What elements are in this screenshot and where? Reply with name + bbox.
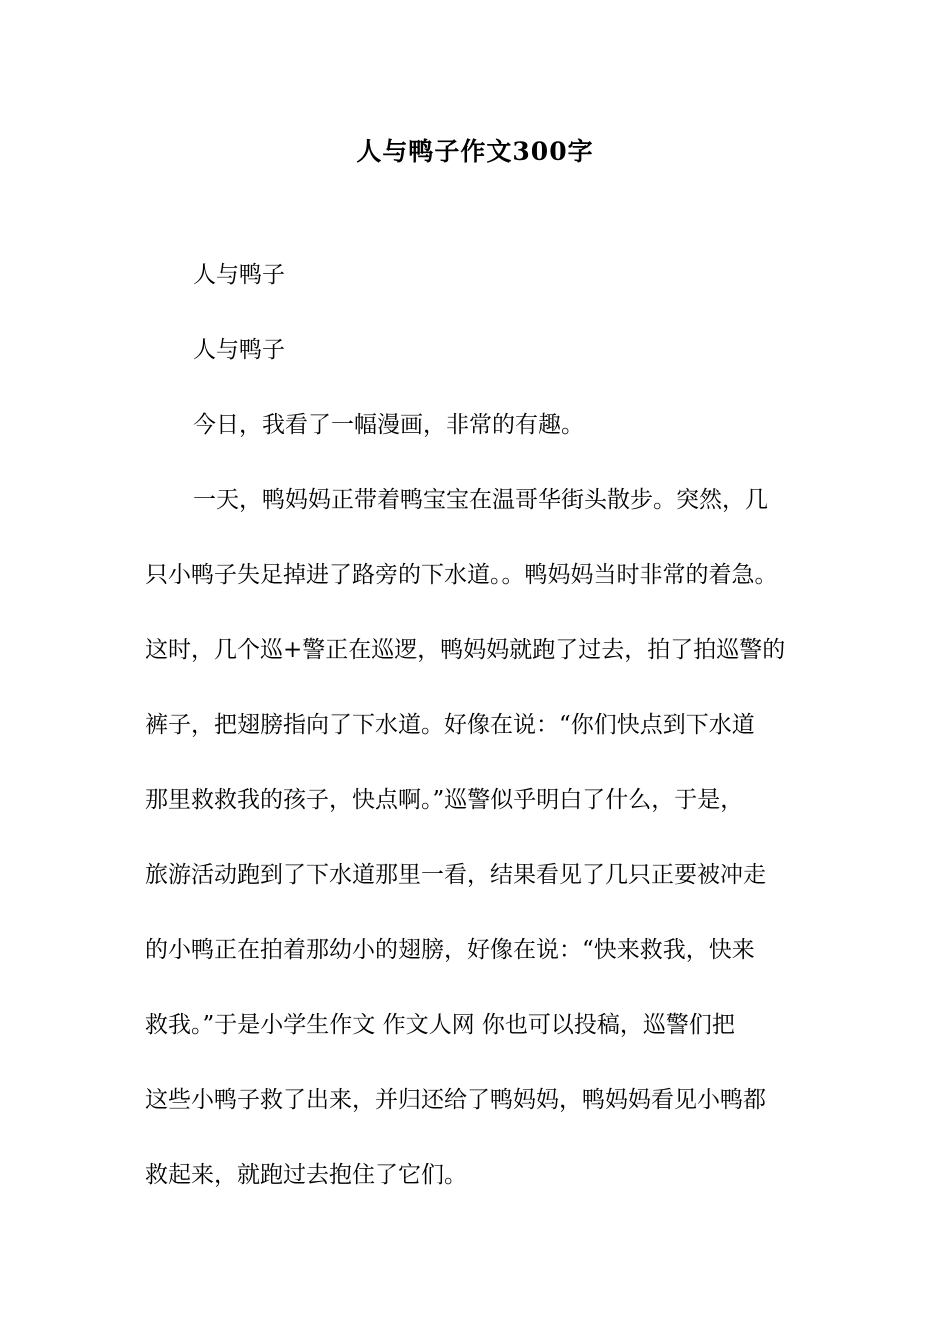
paragraph-line: 裤子，把翅膀指向了下水道。好像在说：“你们快点到下水道: [145, 712, 755, 738]
paragraph-line: 只小鸭子失足掉进了路旁的下水道。。鸭妈妈当时非常的着急。: [145, 562, 778, 588]
paragraph-line: 一天，鸭妈妈正带着鸭宝宝在温哥华街头散步。突然，几: [193, 487, 768, 513]
paragraph-line: 那里救救我的孩子，快点啊。”巡警似乎明白了什么，于是，: [145, 787, 744, 813]
paragraph-line: 今日，我看了一幅漫画，非常的有趣。: [193, 412, 584, 438]
paragraph-line: 旅游活动跑到了下水道那里一看，结果看见了几只正要被冲走: [145, 862, 766, 888]
paragraph-line: 这些小鸭子救了出来，并归还给了鸭妈妈，鸭妈妈看见小鸭都: [145, 1087, 766, 1113]
document-body: [145, 258, 810, 1233]
document-title: 人与鸭子作文300字: [356, 137, 594, 166]
paragraph-line: 这时，几个巡+警正在巡逻，鸭妈妈就跑了过去，拍了拍巡警的: [145, 637, 786, 663]
paragraph-line: 人与鸭子: [193, 262, 285, 288]
paragraph-line: 的小鸭正在拍着那幼小的翅膀，好像在说：“快来救我，快来: [145, 937, 755, 963]
paragraph-line: 人与鸭子: [193, 337, 285, 363]
paragraph-line: 救起来，就跑过去抱住了它们。: [145, 1162, 467, 1188]
paragraph-line: 救我。”于是小学生作文 作文人网 你也可以投稿，巡警们把: [145, 1012, 735, 1038]
